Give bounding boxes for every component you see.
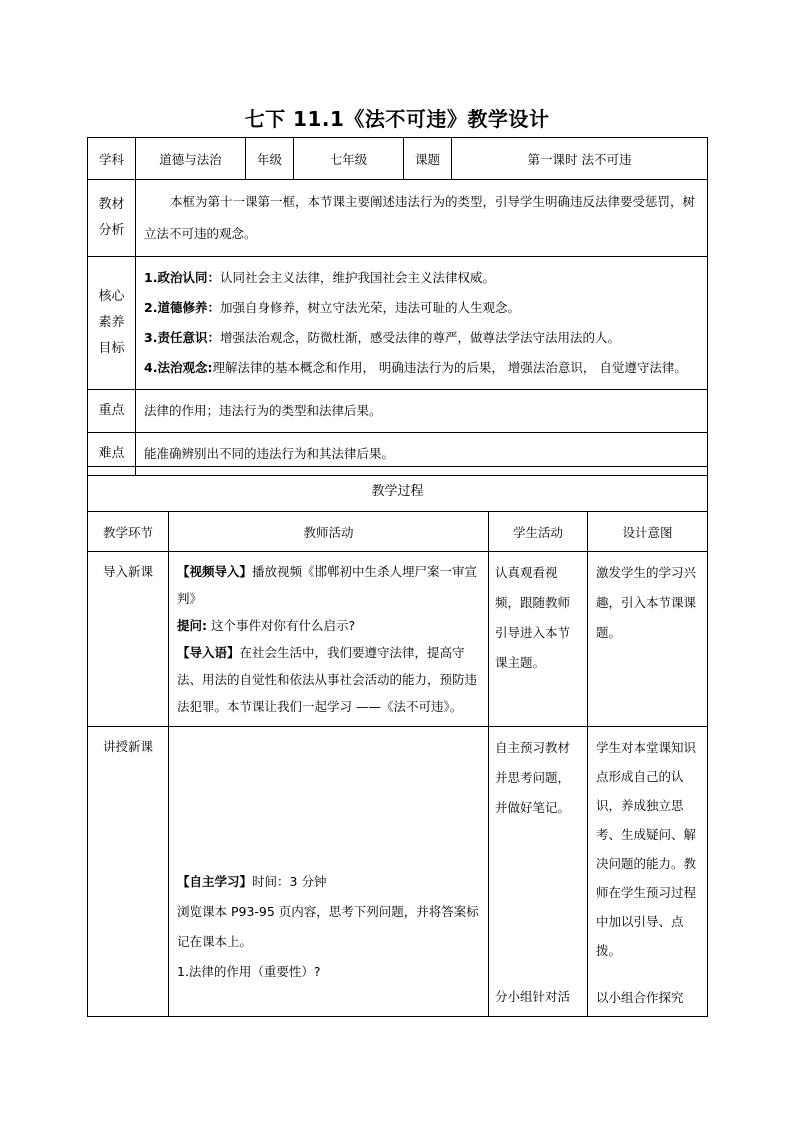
header-student: 学生活动 xyxy=(489,512,588,552)
page-title: 七下 11.1《法不可违》教学设计 xyxy=(244,107,550,131)
process-table xyxy=(87,466,708,1017)
intro-teacher-activity: 【视频导入】播放视频《邯郸初中生杀人埋尸案一审宣判》 提问: 这个事件对你有什么启示? 【导入语】在社会生活中，我们要遵守法律，提高守法、用法的自觉性和依法从事社会活动的能力，预防违法犯罪。本节课让我们一起学习 ——《法不可违》。 xyxy=(169,552,489,727)
intro-stage: 导入新课 xyxy=(88,552,169,727)
analysis-label: 教材 分析 xyxy=(88,180,136,257)
goals-label: 核心 素养 目标 xyxy=(88,257,136,390)
key-point-label: 重点 xyxy=(88,390,136,433)
topic-label: 课题 xyxy=(404,138,452,180)
teach-purpose: 学生对本堂课知识点形成自己的认识，养成独立思考、生成疑问、解决问题的能力。教师在学生预习过程中加以引导、点拨。 以小组合作探究 xyxy=(588,727,708,1017)
header-stage: 教学环节 xyxy=(88,512,169,552)
difficulty-label: 难点 xyxy=(88,433,136,476)
process-title: 教学过程 xyxy=(88,467,708,512)
analysis-text: 本框为第十一课第一框，本节课主要阐述违法行为的类型，引导学生明确违反法律要受惩罚，树立法不可违的观念。 xyxy=(136,180,708,257)
grade-label: 年级 xyxy=(246,138,294,180)
intro-purpose: 激发学生的学习兴趣，引入本节课课题。 xyxy=(588,552,708,727)
goal-item: 1.政治认同：认同社会主义法律，维护我国社会主义法律权威。 xyxy=(144,270,495,285)
goal-item: 4.法治观念:理解法律的基本概念和作用， 明确违法行为的后果， 增强法治意识， 自觉遵守法律。 xyxy=(144,360,687,375)
teach-teacher-activity: 【自主学习】时间：3 分钟 浏览课本 P93-95 页内容，思考下列问题，并将答案标记在课本上。 1.法律的作用（重要性）? xyxy=(169,727,489,1017)
topic-value: 第一课时 法不可违 xyxy=(452,138,708,180)
teach-student-activity: 自主预习教材并思考问题，并做好笔记。 分小组针对活 xyxy=(489,727,588,1017)
teach-stage: 讲授新课 xyxy=(88,727,169,1017)
subject-label: 学科 xyxy=(88,138,136,180)
goal-item: 2.道德修养：加强自身修养，树立守法光荣，违法可耻的人生观念。 xyxy=(144,300,520,315)
key-point-text: 法律的作用；违法行为的类型和法律后果。 xyxy=(136,390,708,433)
lesson-info-table xyxy=(87,137,708,476)
goal-item: 3.责任意识：增强法治观念，防微杜渐，感受法律的尊严，做尊法学法守法用法的人。 xyxy=(144,330,620,345)
subject-value: 道德与法治 xyxy=(136,138,246,180)
difficulty-text: 能准确辨别出不同的违法行为和其法律后果。 xyxy=(136,433,708,476)
header-teacher: 教师活动 xyxy=(169,512,489,552)
intro-student-activity: 认真观看视频，跟随教师引导进入本节课主题。 xyxy=(489,552,588,727)
grade-value: 七年级 xyxy=(294,138,404,180)
header-purpose: 设计意图 xyxy=(588,512,708,552)
goals-list xyxy=(136,257,708,390)
